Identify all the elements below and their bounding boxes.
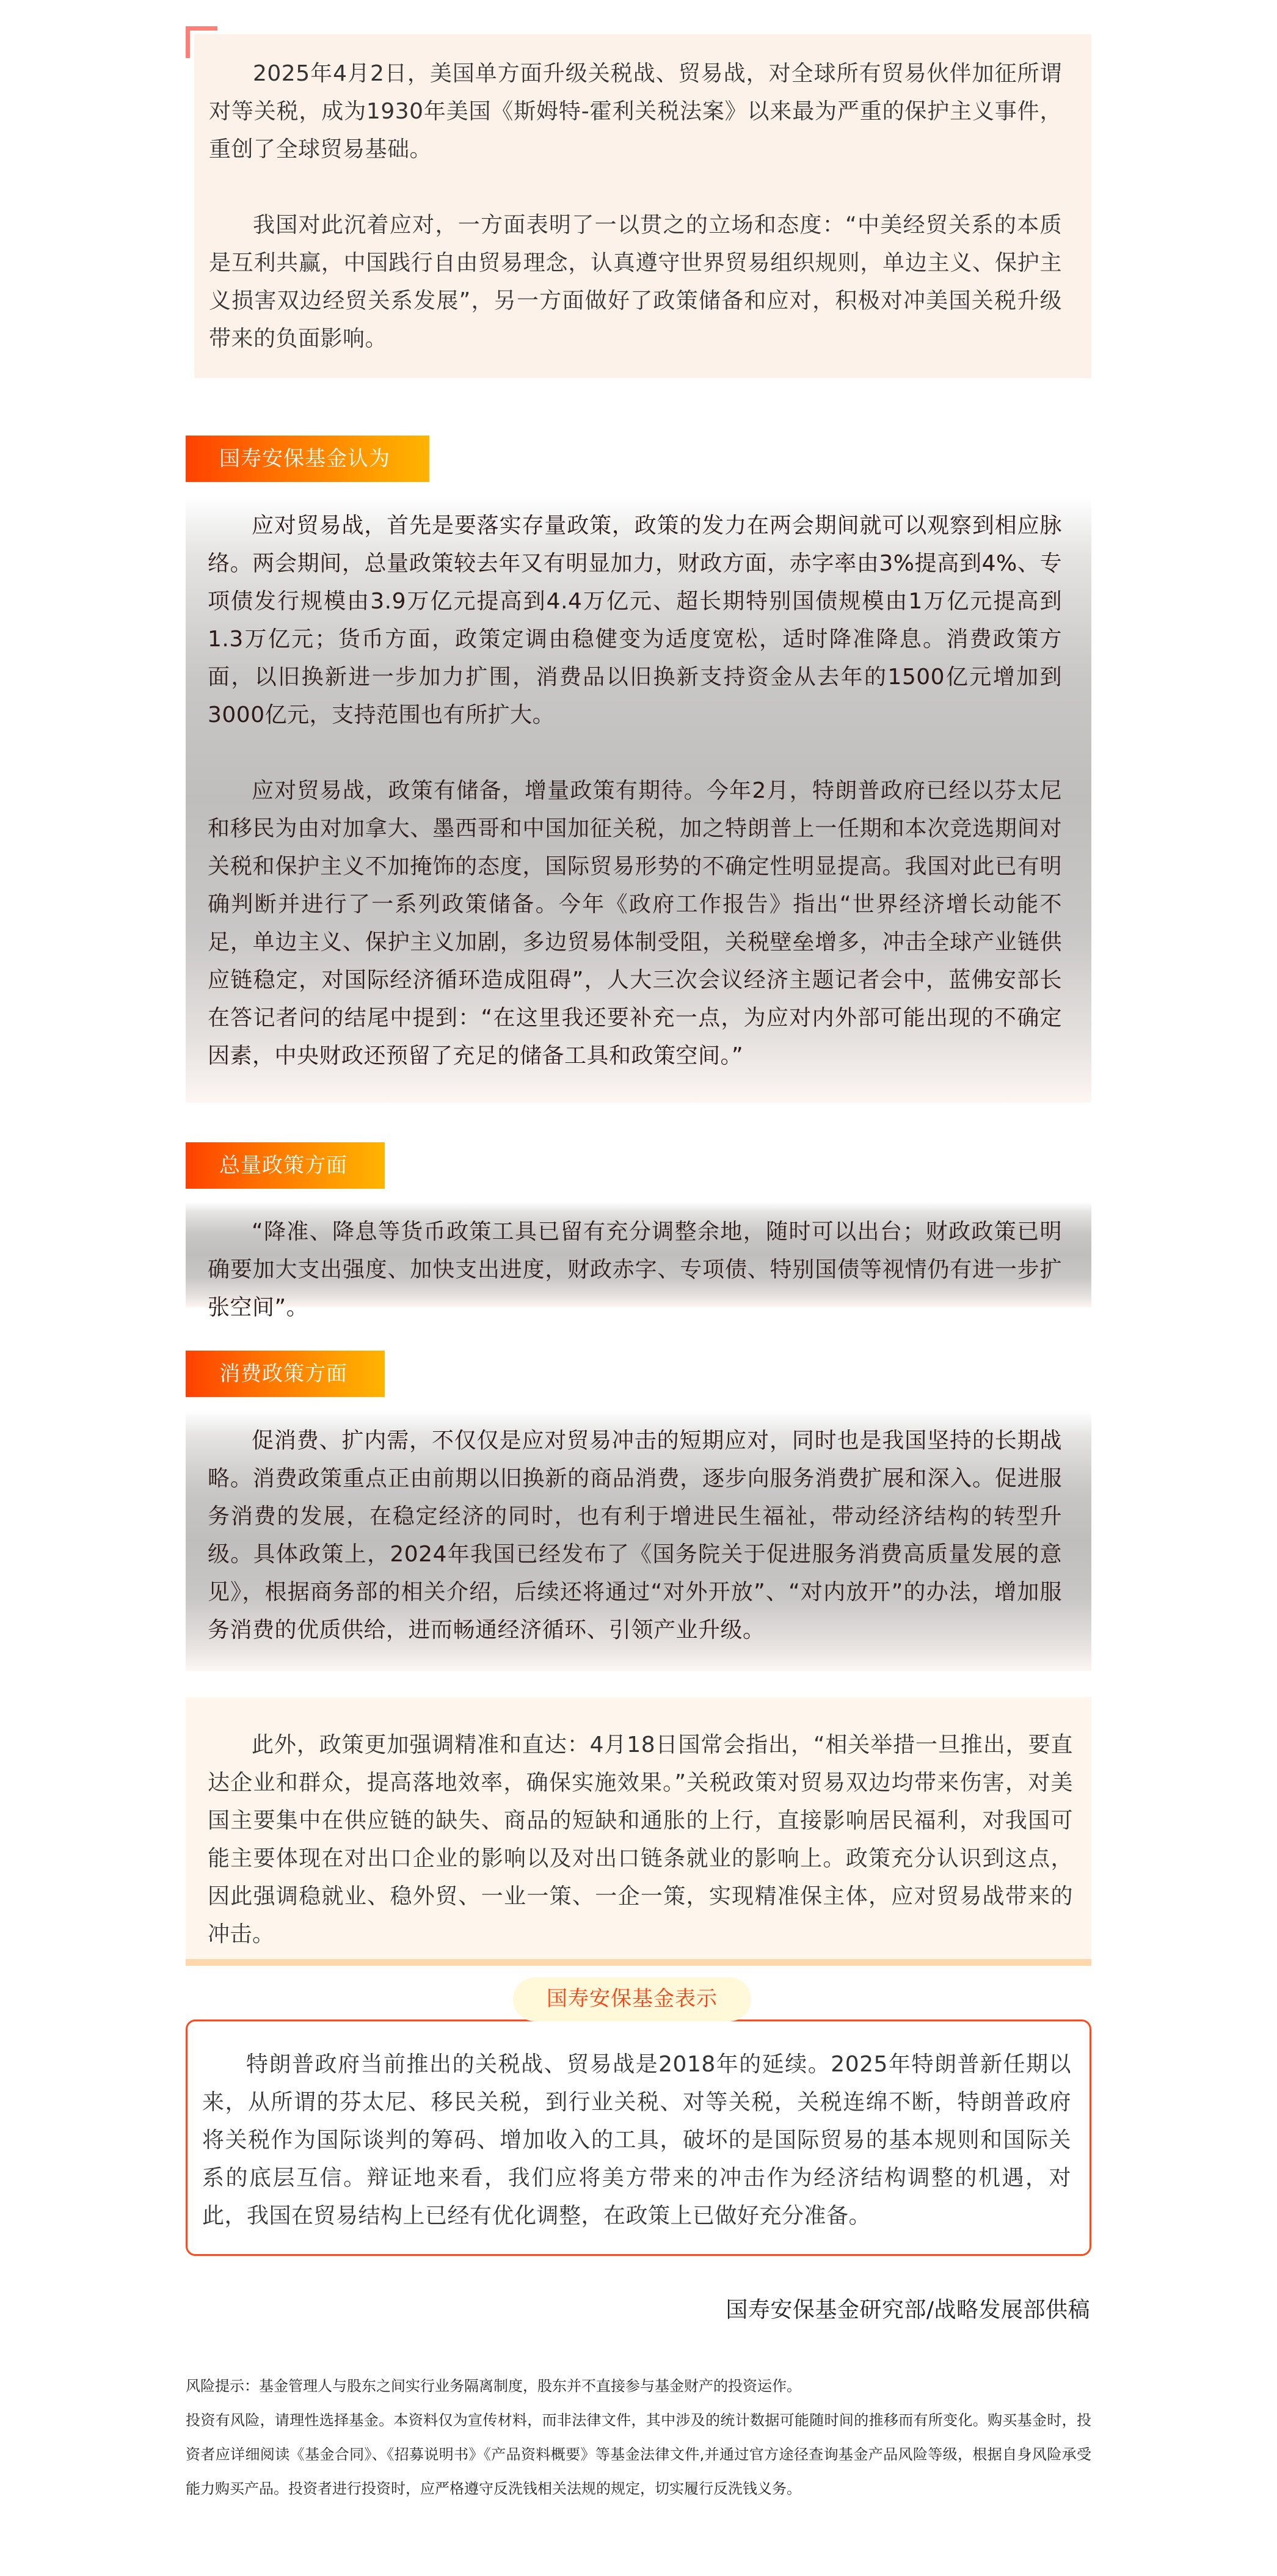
section1-paragraph: 应对贸易战，政策有储备，增量政策有期待。今年2月，特朗普政府已经以芬太尼和移民为由对加拿大、墨西哥和中国加征关税，加之特朗普上一任期和本次竞选期间对关税和保护主义不加掩饰的态度，国际贸易形势的不确定性明显提高。我国对此已有明确判断并进行了一系列政策储备。今年《政府工作报告》指出“世界经济增长动能不足，单边主义、保护主义加剧，多边贸易体制受阻，关税壁垒增多，冲击全球产业链供应链稳定，对国际经济循环造成阻碍”，人大三次会议经济主题记者会中，蓝佛安部长在答记者问的结尾中提到：“在这里我还要补充一点，为应对内外部可能出现的不确定因素，中央财政还预留了充足的储备工具和政策空间。” <box>208 778 1062 1068</box>
statement-paragraph: 特朗普政府当前推出的关税战、贸易战是2018年的延续。2025年特朗普新任期以来，从所谓的芬太尼、移民关税，到行业关税、对等关税，关税连绵不断，特朗普政府将关税作为国际谈判的筹码、增加收入的工具，破坏的是国际贸易的基本规则和国际关系的底层互信。辩证地来看，我们应将美方带来的冲击作为经济结构调整的机遇，对此，我国在贸易结构上已经有优化调整，在政策上已做好充分准备。 <box>202 2052 1071 2228</box>
statement-box <box>186 2020 1091 2256</box>
section4-paragraph: 此外，政策更加强调精准和直达：4月18日国常会指出，“相关举措一旦推出，要直达企业和群众，提高落地效率，确保实施效果。”关税政策对贸易双边均带来伤害，对美国主要集中在供应链的缺失、商品的短缺和通胀的上行，直接影响居民福利，对我国可能主要体现在对出口企业的影响以及对出口链条就业的影响上。政策充分认识到这点，因此强调稳就业、稳外贸、一业一策、一企一策，实现精准保主体，应对贸易战带来的冲击。 <box>208 1732 1073 1947</box>
attribution: 国寿安保基金研究部/战略发展部供稿 <box>726 2297 1090 2322</box>
section2-paragraph: “降准、降息等货币政策工具已留有充分调整余地，随时可以出台；财政政策已明确要加大支出强度、加快支出进度，财政赤字、专项债、特别国债等视情仍有进一步扩张空间”。 <box>208 1219 1062 1320</box>
risk-line: 投资有风险，请理性选择基金。本资料仅为宣传材料，而非法律文件，其中涉及的统计数据可能随时间的推移而有所变化。购买基金时，投资者应详细阅读《基金合同》、《招募说明书》《产品资料概要》等基金法律文件,并通过官方途径查询基金产品风险等级，根据自身风险承受能力购买产品。投资者进行投资时，应严格遵守反洗钱相关法规的规定，切实履行反洗钱义务。 <box>186 2412 1091 2497</box>
section1-paragraph: 应对贸易战，首先是要落实存量政策，政策的发力在两会期间就可以观察到相应脉络。两会期间，总量政策较去年又有明显加力，财政方面，赤字率由3%提高到4%、专项债发行规模由3.9万亿元提高到4.4万亿元、超长期特别国债规模由1万亿元提高到1.3万亿元；货币方面，政策定调由稳健变为适度宽松，适时降准降息。消费政策方面，以旧换新进一步加力扩围，消费品以旧换新支持资金从去年的1500亿元增加到3000亿元，支持范围也有所扩大。 <box>208 513 1062 728</box>
risk-line: 风险提示：基金管理人与股东之间实行业务隔离制度，股东并不直接参与基金财产的投资运作。 <box>186 2377 801 2395</box>
section-tag-consumption-policy: 消费政策方面 <box>186 1351 385 1397</box>
section4-bottom-bar <box>186 1959 1091 1966</box>
intro-box <box>194 34 1091 378</box>
section-tag-total-policy: 总量政策方面 <box>186 1142 385 1189</box>
intro-paragraph: 我国对此沉着应对，一方面表明了一以贯之的立场和态度：“中美经贸关系的本质是互利共赢，中国践行自由贸易理念，认真遵守世界贸易组织规则，单边主义、保护主义损害双边经贸关系发展”，另一方面做好了政策储备和应对，积极对冲美国关税升级带来的负面影响。 <box>209 213 1062 351</box>
statement-pill-label: 国寿安保基金表示 <box>513 1977 751 2021</box>
section4-box <box>186 1697 1091 1959</box>
intro-paragraph: 2025年4月2日，美国单方面升级关税战、贸易战，对全球所有贸易伙伴加征所谓对等关税，成为1930年美国《斯姆特-霍利关税法案》以来最为严重的保护主义事件，重创了全球贸易基础。 <box>209 61 1062 162</box>
section2-box <box>186 1202 1091 1320</box>
section3-paragraph: 促消费、扩内需，不仅仅是应对贸易冲击的短期应对，同时也是我国坚持的长期战略。消费政策重点正由前期以旧换新的商品消费，逐步向服务消费扩展和深入。促进服务消费的发展，在稳定经济的同时，也有利于增进民生福祉，带动经济结构的转型升级。具体政策上，2024年我国已经发布了《国务院关于促进服务消费高质量发展的意见》，根据商务部的相关介绍，后续还将通过“对外开放”、“对内放开”的办法，增加服务消费的优质供给，进而畅通经济循环、引领产业升级。 <box>208 1428 1062 1643</box>
section-tag-view: 国寿安保基金认为 <box>186 436 429 482</box>
risk-disclosure <box>186 2369 1091 2506</box>
section3-box <box>186 1411 1091 1671</box>
section1-box <box>186 496 1091 1103</box>
